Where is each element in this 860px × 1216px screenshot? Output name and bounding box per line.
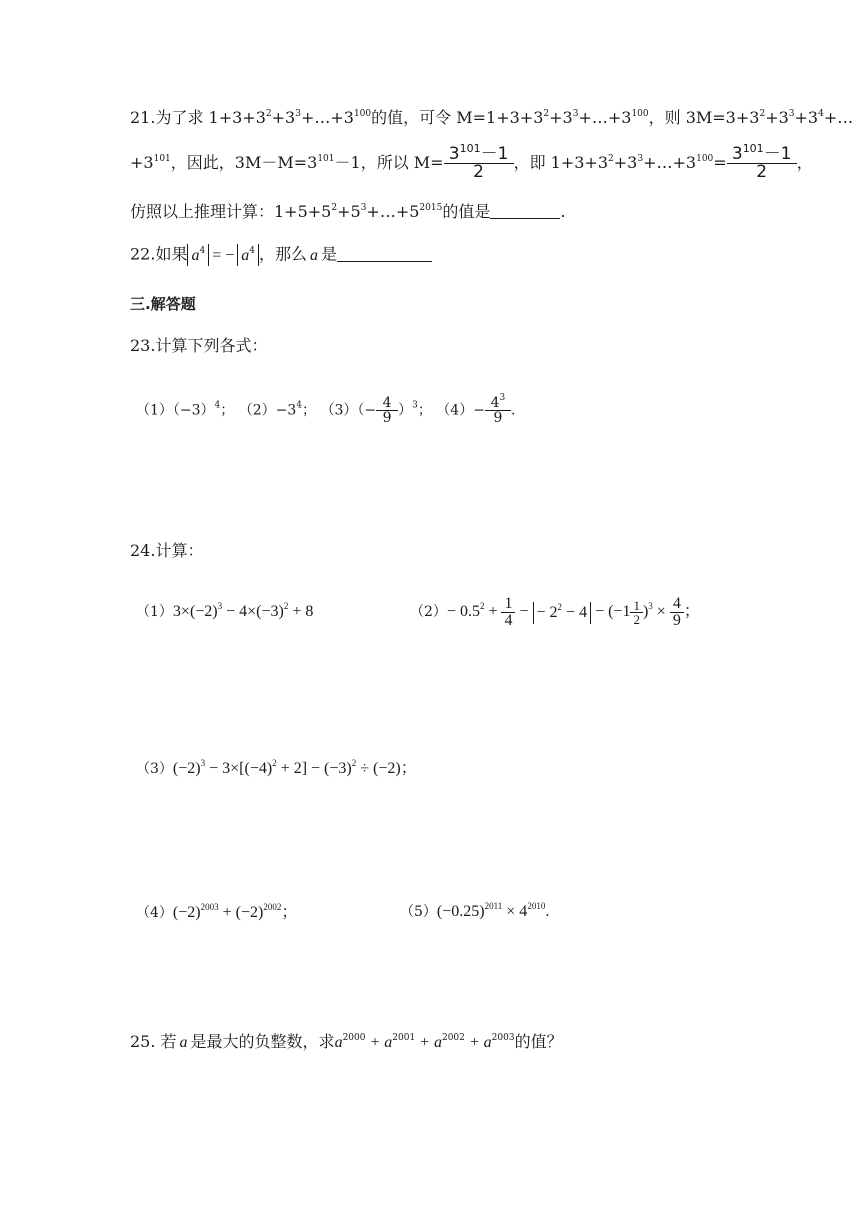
text: 的值？ — [514, 1032, 563, 1051]
exponent: 2001 — [392, 1033, 416, 1043]
abs-value — [237, 244, 259, 266]
text: +3 — [271, 108, 296, 127]
text: +3 — [794, 108, 819, 127]
text: －1，所以 M= — [334, 153, 444, 172]
exponent: 3 — [637, 154, 644, 164]
variable: a — [309, 246, 318, 264]
exponent: 101 — [153, 154, 171, 164]
text: 是最大的负整数，求 — [190, 1032, 335, 1051]
exponent: 2 — [608, 154, 614, 164]
text: ，即 1+3+3 — [513, 153, 609, 172]
exponent: 100 — [631, 109, 649, 119]
q24-expr-5 — [400, 901, 550, 920]
text: ； — [683, 601, 700, 621]
fraction — [501, 596, 515, 629]
fraction-numerator: 4 — [670, 596, 684, 613]
exponent: 2015 — [419, 203, 443, 213]
text: －1 — [763, 144, 792, 164]
exponent: 4 — [818, 109, 824, 119]
label: （2） — [410, 604, 447, 621]
exponent: 3 — [572, 109, 579, 119]
answer-blank[interactable] — [337, 247, 432, 262]
term: + a — [415, 1034, 442, 1051]
variable: a — [179, 1034, 188, 1051]
term: 3×(−2) — [172, 603, 218, 620]
term: + a — [365, 1034, 393, 1051]
term: − 4 — [562, 603, 588, 621]
text: +3 — [765, 108, 789, 127]
text: +5 — [337, 202, 361, 221]
fraction-denominator: 2 — [473, 162, 484, 182]
text: . — [510, 402, 516, 419]
text: 25. 若 — [130, 1032, 177, 1051]
label: （4） — [136, 905, 173, 921]
term: + 2] − (−3) — [276, 760, 352, 777]
fraction-denominator: 4 — [504, 612, 513, 629]
abs-value — [187, 244, 209, 266]
fraction — [485, 393, 511, 426]
text: +…+5 — [366, 202, 420, 221]
text: ； — [400, 758, 417, 777]
exponent: 2 — [272, 758, 277, 768]
fraction-sum — [727, 142, 797, 182]
exponent: 101 — [317, 154, 335, 164]
q24-expr-3 — [136, 760, 417, 777]
exponent: 4 — [296, 400, 303, 411]
term: ÷ (−2) — [356, 760, 401, 777]
q25-line — [130, 1034, 563, 1051]
fraction-numerator: 4 — [376, 396, 398, 411]
fraction-denominator: 9 — [382, 410, 392, 426]
text: ； — [220, 402, 235, 419]
term: + (−2) — [218, 904, 264, 921]
fraction — [376, 396, 398, 425]
base: 3 — [448, 144, 460, 164]
operator: × — [652, 603, 670, 621]
text: +…+3 — [643, 153, 697, 172]
exponent: 3 — [295, 109, 301, 119]
exponent: 2 — [479, 601, 485, 612]
exponent: 101 — [742, 142, 764, 155]
text: 的值，可令 M=1+3+3 — [371, 108, 544, 127]
fraction — [670, 596, 684, 629]
variable: a — [241, 247, 250, 264]
text: +… — [823, 108, 854, 127]
item-1: （1）（−3） — [136, 402, 215, 419]
term: × 4 — [502, 903, 528, 920]
text: . — [545, 903, 550, 920]
text: = — [713, 153, 727, 172]
text: 22.如果 — [130, 244, 188, 264]
term: a — [334, 1034, 343, 1051]
text: 仿照以上推理计算：1+5+5 — [130, 202, 332, 221]
term: − (−1 — [591, 603, 631, 621]
term: + a — [464, 1034, 492, 1051]
exponent: 100 — [696, 154, 714, 164]
fraction-denominator: 9 — [672, 612, 681, 629]
text: －1 — [480, 144, 509, 164]
section-title: 三.解答题 — [130, 295, 196, 313]
operator: = − — [212, 246, 235, 264]
exponent: 2011 — [484, 901, 503, 911]
q23-title: 23.计算下列各式： — [130, 336, 268, 355]
q24-title: 24.计算： — [130, 541, 204, 560]
term: (−2) — [172, 904, 201, 921]
fraction-denominator: 2 — [633, 612, 640, 627]
mixed-fraction — [630, 599, 643, 626]
text: . — [560, 202, 566, 221]
exponent: 2 — [543, 109, 550, 119]
text: ； — [302, 402, 317, 419]
term: − 4×(−3) — [222, 603, 284, 620]
item-3: （3）（− — [320, 402, 377, 419]
abs-value — [533, 602, 592, 624]
exponent: 3 — [499, 393, 506, 403]
q24-expr-4 — [136, 904, 297, 921]
exponent: 4 — [249, 246, 255, 256]
label: （3） — [136, 761, 173, 777]
text: ，则 3M=3+3 — [648, 108, 760, 127]
term: + 8 — [288, 603, 314, 620]
text: +…+3 — [300, 108, 354, 127]
exponent: 3 — [788, 109, 795, 119]
term: − 3×[(−4) — [205, 760, 273, 777]
exponent: 2 — [351, 758, 357, 768]
fraction-numerator: 1 — [501, 596, 515, 613]
text: ， — [796, 153, 813, 172]
q23-items — [136, 393, 516, 426]
exponent: 2003 — [491, 1033, 515, 1043]
text: +3 — [130, 153, 154, 172]
exponent: 2 — [265, 109, 272, 119]
exponent: 2 — [557, 601, 563, 612]
term: − 2 — [536, 603, 558, 621]
base: 4 — [490, 395, 500, 411]
q21-line2 — [130, 142, 813, 182]
exponent: 3 — [412, 400, 418, 411]
exponent: 3 — [360, 203, 367, 213]
text: 21.为了求 1+3+3 — [130, 108, 266, 127]
exponent: 3 — [648, 601, 653, 612]
fraction-numerator — [485, 393, 511, 411]
fraction-numerator: 1 — [630, 599, 643, 613]
item-2: （2）−3 — [238, 402, 297, 419]
text: +…+3 — [578, 108, 632, 127]
answer-blank[interactable] — [490, 204, 560, 219]
text: ，那么 — [258, 244, 307, 264]
text: 的值是 — [442, 202, 491, 221]
exponent: 3 — [217, 601, 223, 611]
exponent: 100 — [353, 109, 372, 119]
base: 3 — [731, 144, 743, 164]
fraction-denominator: 9 — [493, 410, 503, 426]
exponent: 2 — [283, 601, 289, 611]
exponent: 101 — [459, 142, 481, 155]
exponent: 2 — [331, 203, 338, 213]
text: ） — [398, 402, 413, 419]
text: ； — [281, 902, 298, 921]
label: （1） — [136, 604, 173, 620]
fraction-denominator: 2 — [756, 162, 768, 182]
operator: + — [484, 603, 502, 621]
text: +3 — [613, 153, 638, 172]
exponent: 3 — [200, 758, 206, 768]
exponent: 4 — [199, 246, 206, 256]
variable: a — [191, 247, 200, 264]
q21-line3 — [130, 204, 565, 220]
label: （5） — [400, 904, 437, 920]
term: ) — [642, 603, 649, 621]
fraction-m — [444, 142, 514, 182]
q21-line1 — [130, 110, 853, 126]
exponent: 2 — [759, 109, 766, 119]
item-4: （4）− — [436, 402, 485, 419]
text: +3 — [549, 108, 573, 127]
exponent: 2002 — [441, 1033, 465, 1043]
term: (−0.25) — [436, 903, 485, 920]
exponent: 2000 — [342, 1033, 366, 1043]
term: − 0.5 — [446, 603, 480, 621]
q22-line — [130, 244, 432, 266]
term: (−2) — [172, 760, 201, 777]
exponent: 2010 — [527, 901, 546, 911]
exponent: 4 — [214, 400, 221, 411]
exponent: 2003 — [200, 902, 219, 912]
exponent: 2002 — [263, 902, 282, 912]
q24-expr-2 — [410, 596, 700, 629]
text: 是 — [320, 244, 337, 264]
operator: − — [515, 603, 533, 621]
text: ； — [417, 402, 432, 419]
q24-expr-1 — [136, 601, 314, 620]
text: ，因此，3M－M=3 — [170, 153, 318, 172]
